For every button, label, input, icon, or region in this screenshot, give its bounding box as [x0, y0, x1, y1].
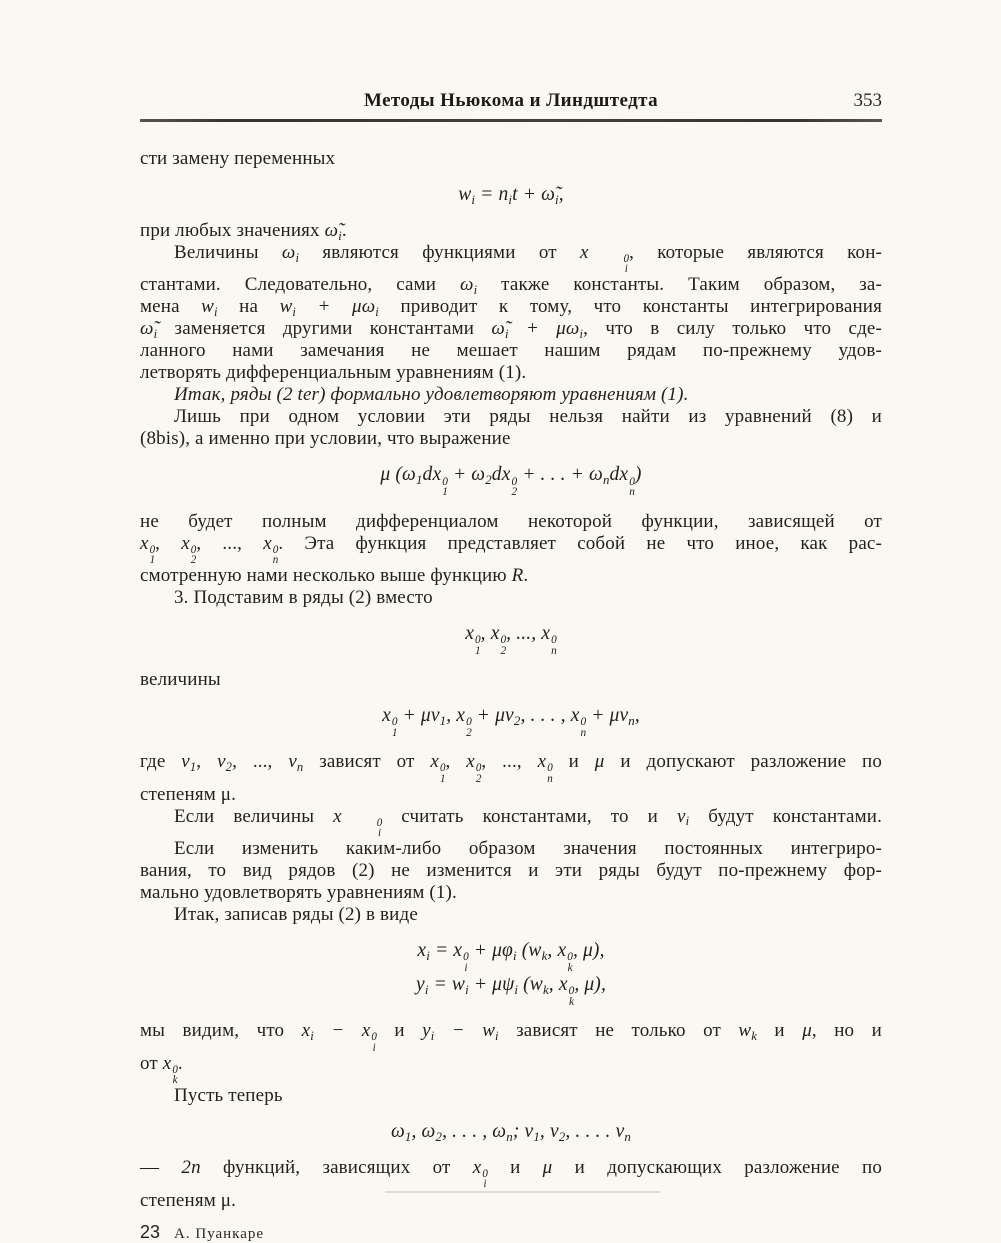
text-line: Если изменить каким-либо образом значения постоянных интегриро- — [174, 838, 882, 860]
text-line: величины — [140, 669, 221, 691]
stacked-index: 0 2 — [475, 762, 482, 785]
stacked-index: 0 2 — [190, 543, 197, 566]
formula-line: $\omega_1$, $\omega_2$, . . . , $\omega_n$; $\nu_1$, $\nu_2$, . . . . $\nu_n$ — [390, 1121, 632, 1145]
header-rule — [140, 119, 882, 122]
text-line: от x 0 k . — [140, 1052, 183, 1087]
paragraph — [140, 669, 882, 691]
stacked-index: 0 2 — [511, 475, 518, 499]
page-number: 353 — [853, 90, 882, 111]
running-head-title: Методы Ньюкома и Линдштедта — [364, 90, 658, 111]
text-line: мена $w_i$ на $w_i + \mu\omega_i$ приводит к тому, что константы интегрирования — [140, 296, 883, 320]
inline-math: x 0 1 — [140, 532, 156, 566]
stacked-index: 0 2 — [500, 634, 507, 657]
inline-math: x 0 i — [333, 805, 383, 839]
paragraph — [140, 242, 882, 384]
formula-line: $x_i = x$ 0 i + $\mu\varphi_i$ ($w_k$, x 0 k , μ), — [417, 940, 605, 974]
running-head — [140, 0, 882, 112]
stacked-index: 0 n — [272, 543, 279, 566]
paragraph — [140, 511, 882, 587]
inline-math: $\nu_n$ — [288, 751, 304, 774]
paragraph — [140, 148, 882, 170]
inline-math: $w_k$ — [738, 1020, 757, 1044]
scan-artifact-line — [385, 1191, 660, 1193]
text-line: мально удовлетворять уравнениям (1). — [140, 882, 457, 904]
text-line: вания, то вид рядов (2) не изменится и эти ряды будут по-прежнему фор- — [140, 860, 882, 882]
inline-math: $\omegã_i$ — [324, 220, 342, 243]
stacked-index: 0 k — [568, 985, 575, 1008]
inline-math: R — [511, 564, 524, 586]
inline-math: $\omega_i$ — [281, 242, 300, 265]
inline-math: $\nu_1$ — [181, 751, 197, 774]
inline-math: x 0 2 — [181, 532, 197, 566]
display-formula — [140, 1120, 882, 1144]
stacked-index: 0 2 — [466, 716, 472, 739]
text-line: при любых значениях $\omegã_i$. — [140, 220, 347, 243]
text-line: степеням μ. — [140, 1189, 237, 1211]
inline-math: $x_i - x$ 0 i — [301, 1020, 377, 1054]
inline-math: μ — [542, 1157, 553, 1179]
paragraph — [140, 220, 882, 242]
paragraph — [140, 806, 882, 838]
text-line: сти замену переменных — [140, 148, 336, 169]
text-line: стантами. Следовательно, сами $\omega_i$ также константы. Таким образом, за- — [140, 274, 882, 298]
text-line: Если величины x 0 i считать константами, то и $\nu_i$ будут константами. — [174, 805, 882, 839]
text-line: (8bis), а именно при условии, что выражение — [140, 428, 511, 450]
inline-math: $\nu_2$ — [217, 751, 233, 774]
text-line: ланного нами замечания не мешает нашим рядам по-прежнему удов- — [140, 340, 882, 362]
inline-math: x 0 k — [162, 1052, 178, 1087]
text-line: мы видим, что $x_i - x$ 0 i и $y_i - w_i$ зависят не только от $w_k$ и μ, но и — [140, 1020, 882, 1054]
text-line: x 0 1 , x 0 2 , ..., x 0 n . Эта функция представляет собой не что иное, как рас- — [140, 532, 882, 566]
paragraph — [140, 384, 882, 406]
inline-math: μ — [594, 751, 605, 773]
stacked-index: 0 k — [172, 1063, 178, 1087]
inline-math: $y_i - w_i$ — [422, 1020, 499, 1044]
footer-author: А. Пуанкаре — [174, 1225, 265, 1242]
stacked-index: 0 1 — [439, 762, 446, 785]
formula-line: x 0 1 + $\mu\nu_1$, x 0 2 + $\mu\nu_2$, . . . , x 0 n + $\mu\nu_n$, — [382, 705, 640, 739]
text-line: Итак, ряды (2 ter) формально удовлетворяют уравнениям (1). — [174, 384, 689, 406]
inline-math: x 0 2 — [466, 751, 482, 785]
stacked-index: 0 n — [551, 634, 557, 657]
stacked-index: 0 i — [482, 1168, 488, 1191]
inline-math: x 0 i — [472, 1157, 488, 1191]
paragraph — [140, 1020, 882, 1085]
stacked-index: 0 1 — [391, 716, 398, 739]
display-formula — [140, 183, 882, 207]
paragraph — [140, 751, 882, 805]
stacked-index: 0 i — [623, 253, 630, 276]
stacked-index: 0 i — [463, 951, 469, 974]
inline-math: 2n — [181, 1157, 201, 1179]
footer — [140, 1222, 882, 1243]
display-formula — [140, 704, 882, 738]
paragraph — [140, 1085, 882, 1107]
text-line: Величины $\omega_i$ являются функциями от x 0 i , которые являются кон- — [174, 242, 882, 276]
text-line: Итак, записав ряды (2) в виде — [174, 904, 418, 926]
text-line: степеням μ. — [140, 783, 237, 805]
text-line: 3. Подставим в ряды (2) вместо — [174, 586, 433, 608]
stacked-index: 0 1 — [475, 634, 481, 657]
text-line: Лишь при одном условии эти ряды нельзя найти из уравнений (8) и — [174, 406, 882, 428]
text-line: смотренную нами несколько выше функцию R. — [140, 564, 529, 586]
stacked-index: 0 k — [567, 951, 573, 974]
text-line: летворять дифференциальным уравнениям (1). — [140, 362, 527, 384]
paragraph — [140, 904, 882, 926]
inline-math: x 0 n — [263, 532, 279, 566]
stacked-index: 0 n — [629, 475, 635, 499]
paragraph — [140, 1157, 882, 1211]
text-line: не будет полным дифференциалом некоторой функции, зависящей от — [140, 510, 882, 532]
text-line: $\omegã_i$ заменяется другими константами $\omegã_i + \mu\omega_i$, что в силу только что сде- — [140, 318, 882, 342]
display-formula — [140, 939, 882, 1007]
formula-line: μ ($\omega_1dx$ 0 1 + $\omega_2dx$ 0 2 + . . . + $\omega_ndx$ 0 n ) — [380, 464, 642, 499]
text-line: Пусть теперь — [174, 1085, 283, 1107]
formula-line: x 0 1 , x 0 2 , ..., x 0 n — [465, 622, 557, 657]
inline-math: x 0 n — [537, 751, 553, 785]
inline-math: $w_i + \mu\omega_i$ — [279, 296, 379, 320]
display-formula — [140, 463, 882, 497]
footer-sheet-number: 23 — [140, 1221, 161, 1242]
inline-math: $\omega_i$ — [460, 274, 478, 298]
formula-line: $w_i = n_it$ + $\omegã_i$, — [458, 184, 564, 207]
paragraph — [140, 406, 882, 450]
inline-math: $w_i$ — [201, 296, 218, 320]
text-line: где $\nu_1$, $\nu_2$, ..., $\nu_n$ зависят от x 0 1 , x 0 2 , ..., x 0 n и μ и допускают разложение по — [140, 751, 883, 785]
text-line: — 2n функций, зависящих от x 0 i и μ и допускающих разложение по — [140, 1157, 882, 1191]
stacked-index: 0 1 — [442, 475, 448, 499]
inline-math: $\omegã_i$ — [140, 318, 158, 342]
page-body — [140, 122, 882, 1212]
display-formula — [140, 622, 882, 656]
stacked-index: 0 1 — [149, 543, 156, 566]
stacked-index: 0 n — [580, 716, 587, 739]
inline-math: x 0 1 — [430, 751, 446, 785]
stacked-index: 0 n — [547, 762, 553, 785]
inline-math: x 0 i — [579, 242, 630, 276]
stacked-index: 0 i — [371, 1031, 377, 1054]
paragraph — [140, 587, 882, 609]
paragraph — [140, 838, 882, 904]
formula-line: $y_i = w_i + \mu\psi_i$ ($w_k$, x 0 k , μ), — [416, 974, 606, 1008]
stacked-index: 0 i — [376, 816, 383, 839]
inline-math: $\omegã_i + \mu\omega_i$ — [491, 318, 584, 342]
inline-math: μ — [802, 1020, 812, 1042]
inline-math: $\nu_i$ — [677, 805, 690, 829]
